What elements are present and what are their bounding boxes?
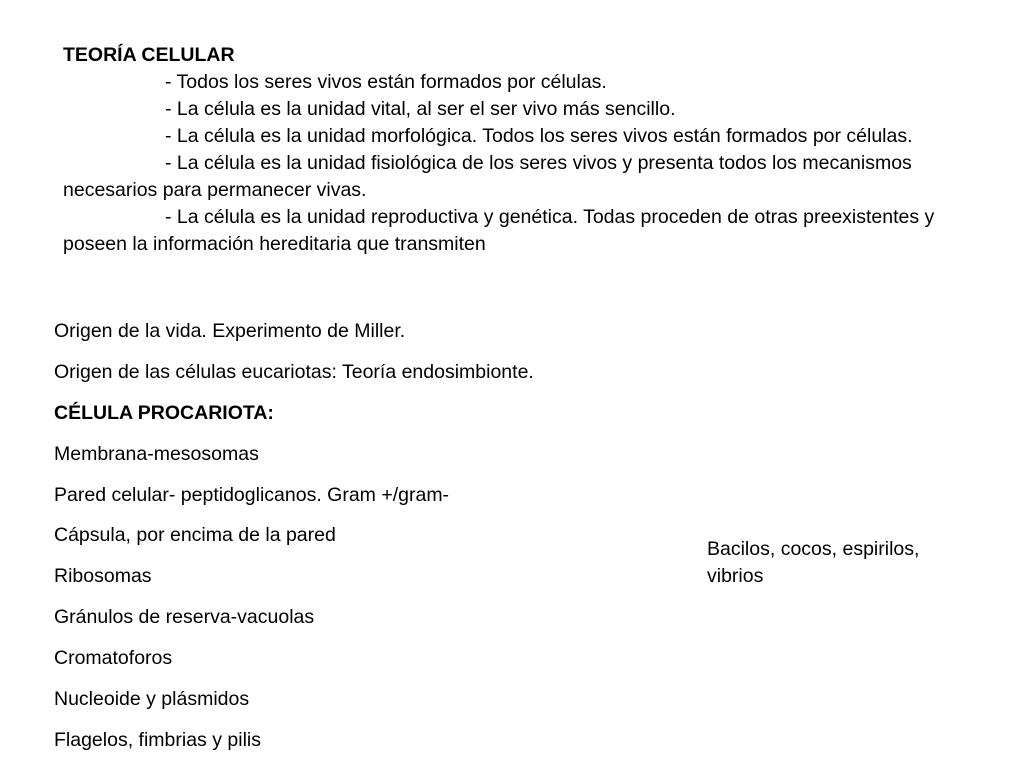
cell-theory-point-4: - La célula es la unidad fisiológica de los seres vivos y presenta todos los mecanismos necesarios para permanecer vivas.: [63, 152, 912, 201]
prokaryote-heading: CÉLULA PROCARIOTA:: [54, 401, 274, 424]
list-item: Ribosomas: [54, 565, 152, 588]
bacteria-shapes-note: Bacilos, cocos, espirilos, vibrios: [707, 538, 920, 587]
list-item: Pared celular- peptidoglicanos. Gram +/gram-: [54, 483, 450, 506]
cell-theory-block: [63, 42, 963, 258]
list-item: Gránulos de reserva-vacuolas: [54, 606, 315, 629]
list-item: Flagelos, fimbrias y pilis: [54, 728, 261, 751]
cell-theory-point-3: - La célula es la unidad morfológica. Todos los seres vivos están formados por células.: [165, 125, 913, 147]
origin-of-eukaryotes-line: Origen de las células eucariotas: Teoría endosimbionte.: [54, 360, 534, 383]
list-item: Cromatoforos: [54, 647, 173, 670]
cell-theory-point-1: - Todos los seres vivos están formados por células.: [165, 71, 607, 93]
cell-theory-point-2: - La célula es la unidad vital, al ser el ser vivo más sencillo.: [165, 98, 676, 120]
origin-of-life-line: Origen de la vida. Experimento de Miller.: [54, 320, 406, 342]
cell-theory-point-5: - La célula es la unidad reproductiva y genética. Todas proceden de otras preexistentes y poseen la información hereditaria que transmiten: [63, 206, 935, 255]
topics-list: [54, 316, 694, 766]
list-item: Membrana-mesosomas: [54, 442, 259, 465]
list-item: Nucleoide y plásmidos: [54, 688, 250, 711]
list-item: Cápsula, por encima de la pared: [54, 524, 336, 547]
cell-theory-title: TEORÍA CELULAR: [63, 44, 235, 66]
